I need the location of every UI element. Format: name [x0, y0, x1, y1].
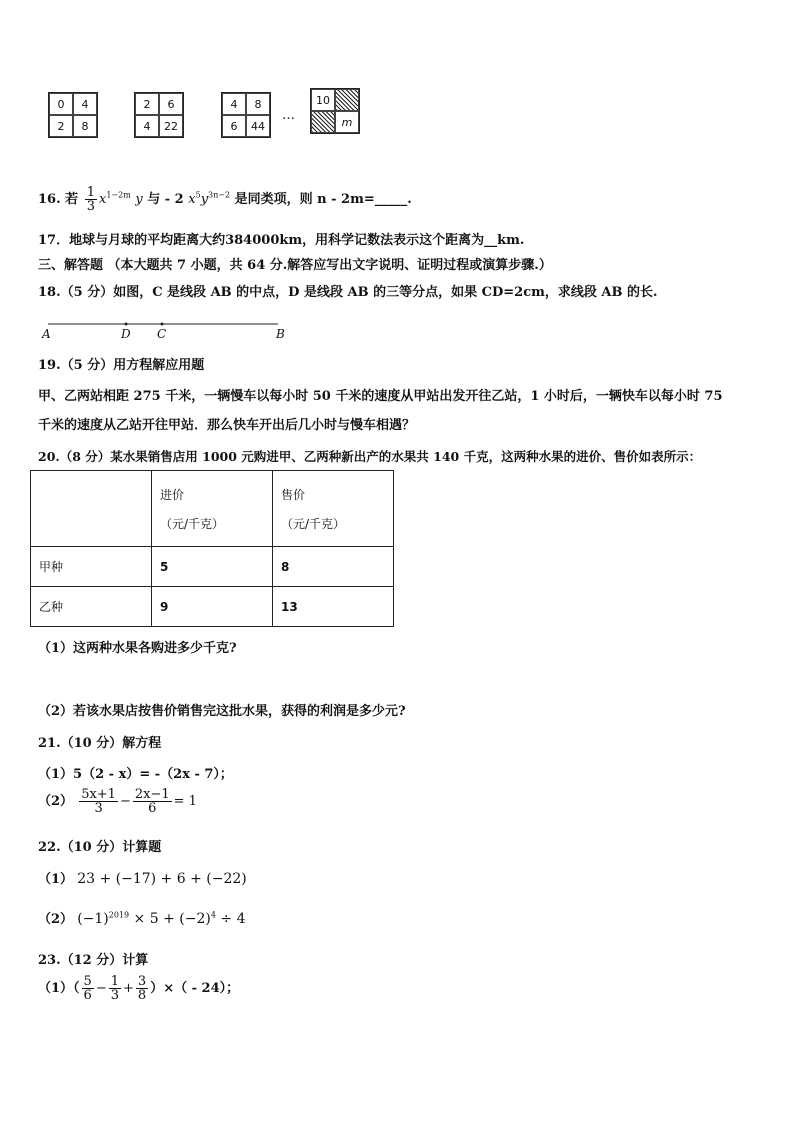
price-table	[30, 470, 394, 627]
sub-label: （2）	[38, 912, 74, 927]
numerator: 5	[83, 974, 92, 989]
denominator: 8	[137, 988, 147, 1003]
table-header-cell	[152, 471, 273, 547]
grid-cell: 4	[135, 115, 159, 137]
question-20-sub1: （1）这两种水果各购进多少千克?	[38, 641, 237, 656]
grid-cell: 4	[222, 93, 246, 115]
expr-part: × 5 + (−2)	[129, 911, 211, 927]
denominator: 3	[94, 801, 103, 816]
grid-cell: 6	[222, 115, 246, 137]
exponent: 3n−2	[208, 190, 231, 200]
fraction	[109, 975, 121, 1002]
ellipsis: …	[282, 108, 295, 123]
numerator: 3	[137, 974, 147, 989]
numerator: 2x−1	[134, 787, 170, 802]
grid-cell: 22	[159, 115, 183, 137]
header-unit: （元/千克）	[160, 516, 225, 531]
grid-cell: 10	[311, 89, 335, 111]
sub-label: （1）	[38, 872, 74, 887]
fraction	[85, 186, 97, 213]
table-cell: 9	[152, 587, 273, 627]
grid-cell: m	[335, 111, 359, 133]
question-19-text: 千米的速度从乙站开往甲站．那么快车开出后几小时与慢车相遇？	[38, 418, 416, 433]
table-row	[31, 547, 394, 587]
table-header-row	[31, 471, 394, 547]
numerator: 1	[86, 185, 95, 200]
table-row	[31, 587, 394, 627]
exponent: 2019	[108, 910, 130, 920]
question-21-sub2: （2） $\frac{5x+1}{3}$ − $\frac{2x-1}{6}$ = 1	[38, 787, 197, 816]
denominator: 6	[83, 988, 92, 1003]
exponent: 4	[210, 910, 216, 920]
expr-part: ÷ 4	[215, 911, 246, 927]
point-d	[125, 323, 128, 326]
text: 若	[65, 192, 79, 207]
expression	[77, 911, 245, 927]
question-18: 18.（5 分）如图，C 是线段 AB 的中点，D 是线段 AB 的三等分点，如果 CD=2cm，求线段 AB 的长.	[38, 285, 658, 300]
question-21-title: 21.（10 分）解方程	[38, 736, 162, 751]
numerator: 5x+1	[81, 787, 116, 802]
rhs: = 1	[173, 794, 197, 809]
label-c: C	[157, 327, 167, 341]
denominator: 3	[86, 199, 95, 214]
grid-cell: 8	[73, 115, 97, 137]
grid-cell: 6	[159, 93, 183, 115]
pattern-grid-4	[310, 88, 360, 134]
question-20-title: 20.（8 分）某水果销售店用 1000 元购进甲、乙两种新出产的水果共 140 千克，这两种水果的进价、售价如表所示：	[38, 449, 702, 464]
table-cell: 13	[273, 587, 394, 627]
label-a: A	[42, 327, 51, 341]
sub-label: （1）（	[38, 981, 80, 996]
table-cell: 8	[273, 547, 394, 587]
question-number: 16.	[38, 192, 61, 207]
section-heading: 三、解答题 （本大题共 7 小题，共 64 分.解答应写出文字说明、证明过程或演算步骤.）	[38, 258, 552, 273]
var-x: x	[98, 192, 107, 207]
question-22-title: 22.（10 分）计算题	[38, 840, 162, 855]
var-x: x	[188, 192, 196, 207]
header-unit: （元/千克）	[281, 516, 346, 531]
denominator: 6	[148, 801, 157, 816]
fraction	[133, 788, 172, 815]
table-header-cell	[273, 471, 394, 547]
text: 与 - 2	[147, 192, 184, 207]
sub-label: （2）	[38, 794, 74, 809]
header-label: 进价	[160, 487, 185, 502]
question-21-sub1: （1）5（2 - x）= -（2x - 7）；	[38, 767, 233, 782]
grid-cell: 2	[49, 115, 73, 137]
tail: ）×（ - 24）；	[150, 981, 240, 996]
pattern-grid-2	[134, 92, 184, 138]
question-22-sub2	[38, 908, 245, 927]
exponent: 1−2m	[106, 190, 131, 200]
table-cell	[31, 471, 152, 547]
pattern-grid-3	[221, 92, 271, 138]
question-19-title: 19.（5 分）用方程解应用题	[38, 358, 205, 373]
table-cell: 乙种	[31, 587, 152, 627]
expression: 23 + (−17) + 6 + (−22)	[77, 871, 247, 887]
question-17: 17．地球与月球的平均距离大约384000km，用科学记数法表示这个距离为__km.	[38, 233, 525, 248]
header-label: 售价	[281, 487, 306, 502]
var-y: y	[200, 192, 209, 207]
grid-cell: 2	[135, 93, 159, 115]
question-23-title: 23.（12 分）计算	[38, 953, 149, 968]
hatched-cell	[335, 89, 359, 111]
label-d: D	[121, 327, 131, 341]
table-cell: 5	[152, 547, 273, 587]
denominator: 3	[110, 988, 120, 1003]
expr-part: (−1)	[77, 911, 109, 927]
fraction	[136, 975, 148, 1002]
point-c	[161, 323, 164, 326]
label-b: B	[276, 327, 285, 341]
grid-cell: 0	[49, 93, 73, 115]
text: 是同类项，则 n - 2m=_____.	[234, 192, 412, 207]
exponent: 5	[195, 190, 201, 200]
fraction	[79, 788, 118, 815]
grid-cell: 4	[73, 93, 97, 115]
question-16	[38, 186, 412, 213]
question-22-sub1	[38, 868, 247, 887]
table-cell: 甲种	[31, 547, 152, 587]
grid-cell: 44	[246, 115, 270, 137]
fraction	[82, 975, 94, 1002]
pattern-grid-1	[48, 92, 98, 138]
question-23-sub1: （1）（ $\frac{5}{6}$ − $\frac{1}{3}$ + $\frac{3}{8}$ ）×（ - 24）；	[38, 974, 240, 1003]
hatched-cell	[311, 111, 335, 133]
grid-cell: 8	[246, 93, 270, 115]
question-20-sub2: （2）若该水果店按售价销售完这批水果，获得的利润是多少元?	[38, 704, 406, 719]
numerator: 1	[110, 974, 120, 989]
var-y: y	[135, 192, 143, 207]
question-19-text: 甲、乙两站相距 275 千米，一辆慢车以每小时 50 千米的速度从甲站出发开往乙站，1 小时后，一辆快车以每小时 75	[38, 389, 723, 404]
